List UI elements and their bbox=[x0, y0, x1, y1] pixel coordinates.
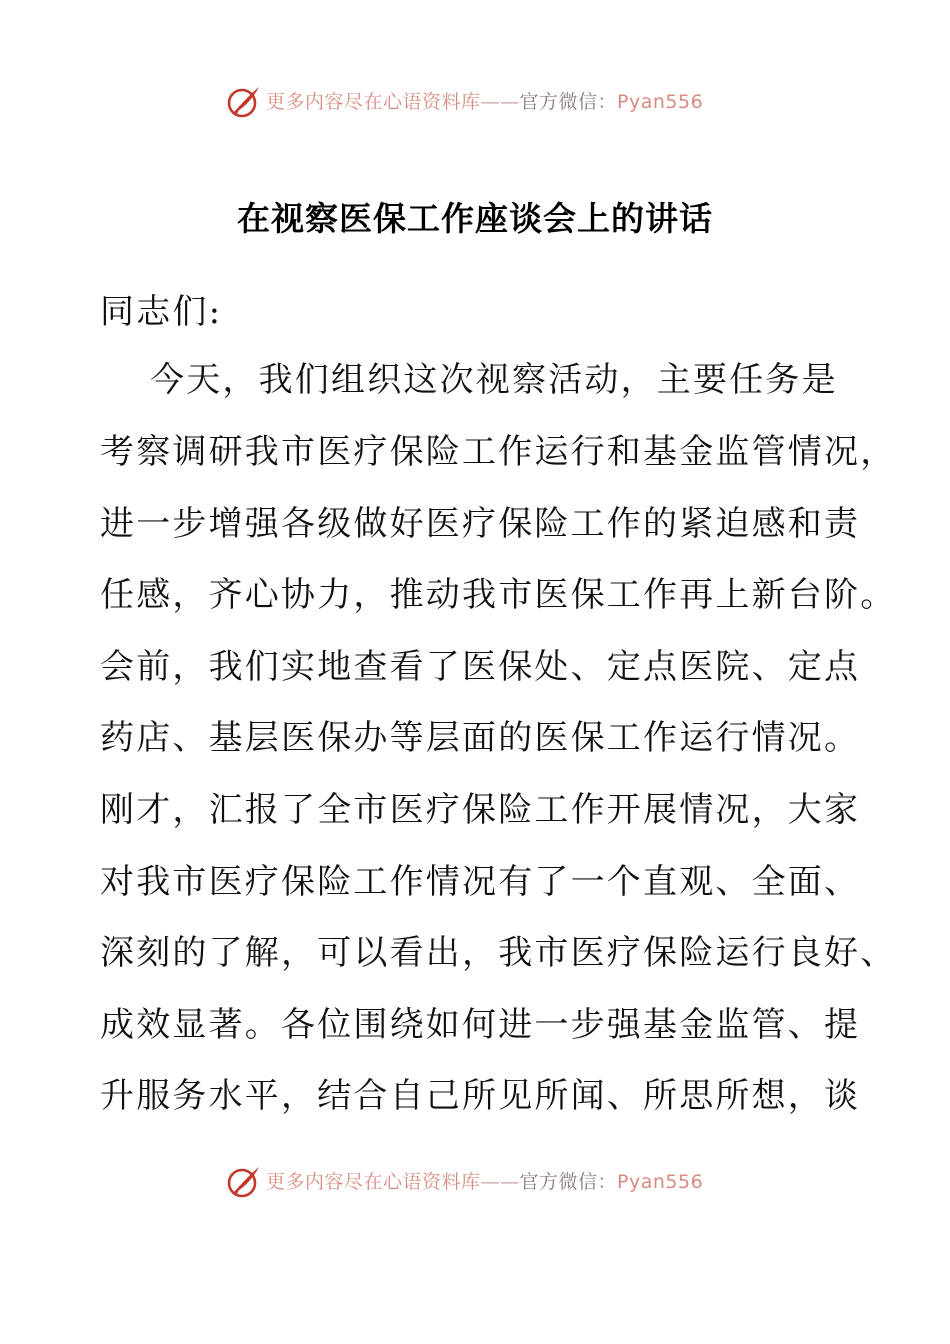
quill-pen-logo-icon bbox=[226, 84, 262, 120]
paragraph-line: 药店、基层医保办等层面的医保工作运行情况。 bbox=[100, 718, 861, 758]
paragraph-line: 今天，我们组织这次视察活动，主要任务是 bbox=[150, 360, 838, 400]
salutation: 同志们: bbox=[100, 292, 223, 332]
paragraph-line: 对我市医疗保险工作情况有了一个直观、全面、 bbox=[100, 862, 861, 902]
watermark-slogan: 更多内容尽在心语资料库 bbox=[266, 91, 481, 113]
footer-watermark bbox=[0, 1160, 950, 1204]
watermark-wechat-id: Pyan556 bbox=[617, 1171, 704, 1193]
watermark-separator: —— bbox=[480, 91, 520, 113]
paragraph-line: 刚才，汇报了全市医疗保险工作开展情况，大家 bbox=[100, 790, 861, 830]
paragraph-line: 升服务水平，结合自己所见所闻、所思所想，谈 bbox=[100, 1076, 861, 1116]
paragraph-line: 任感，齐心协力，推动我市医保工作再上新台阶。 bbox=[100, 575, 897, 615]
watermark-text bbox=[266, 1168, 703, 1196]
paragraph-line: 成效显著。各位围绕如何进一步强基金监管、提 bbox=[100, 1005, 861, 1045]
watermark-slogan: 更多内容尽在心语资料库 bbox=[266, 1171, 481, 1193]
watermark-wechat-id: Pyan556 bbox=[617, 91, 704, 113]
watermark-wechat-label: 官方微信： bbox=[519, 91, 618, 113]
header-watermark bbox=[0, 80, 950, 124]
watermark-separator: —— bbox=[480, 1171, 520, 1193]
document-title: 在视察医保工作座谈会上的讲话 bbox=[237, 199, 713, 238]
watermark-text bbox=[266, 88, 703, 116]
paragraph-line: 进一步增强各级做好医疗保险工作的紧迫感和责 bbox=[100, 504, 861, 544]
paragraph-line: 会前，我们实地查看了医保处、定点医院、定点 bbox=[100, 647, 861, 687]
paragraph-line: 考察调研我市医疗保险工作运行和基金监管情况， bbox=[100, 432, 897, 472]
quill-pen-logo-icon bbox=[226, 1164, 262, 1200]
paragraph-line: 深刻的了解，可以看出，我市医疗保险运行良好、 bbox=[100, 933, 897, 973]
watermark-wechat-label: 官方微信： bbox=[519, 1171, 618, 1193]
